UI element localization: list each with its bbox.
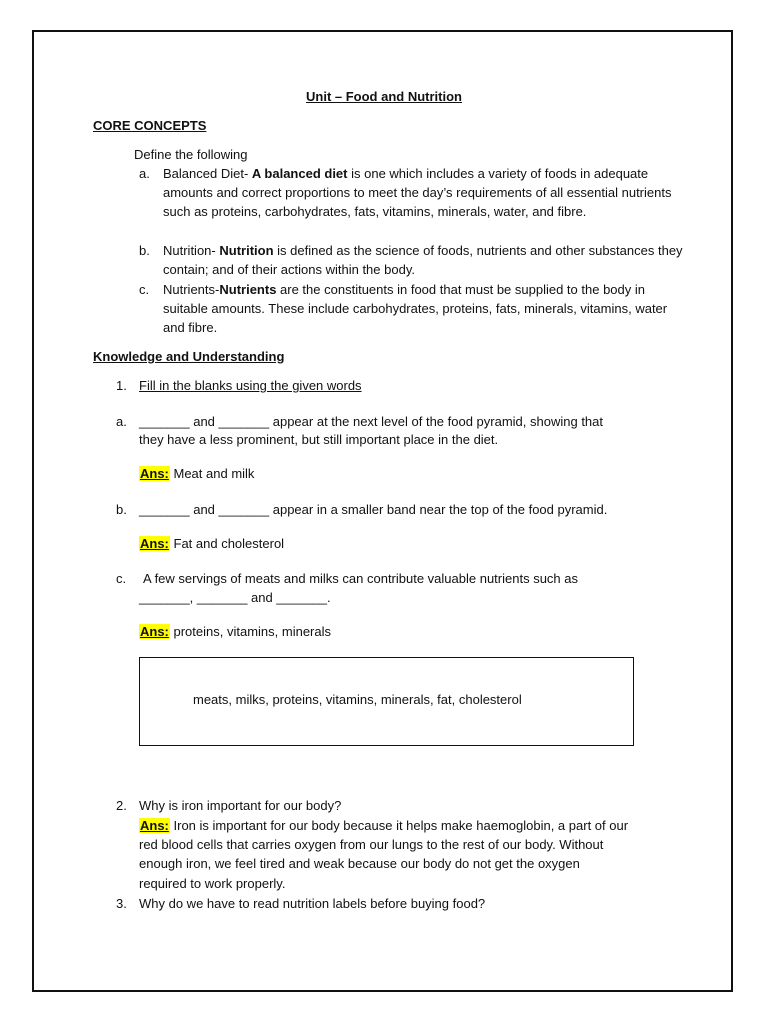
definition-term: Nutrients- [163, 282, 220, 297]
answer-line [139, 816, 628, 835]
answer-line [139, 534, 284, 553]
definition-marker: b. [139, 243, 150, 258]
definition-text: are the constituents in food that must be supplied to the body in suitable amounts. These include carbohydrates, proteins, fats, minerals, vitamins, water and fibre. [163, 282, 668, 336]
answer-label: Ans: [140, 818, 169, 833]
definition-bold-term: A balanced diet [251, 166, 348, 181]
definition-marker: c. [139, 282, 150, 297]
definition-text: is one which includes a variety of foods in adequate amounts and correct proportions to meet the day’s requirements of all essential nutrients such as proteins, carbohydrates, fats, vitamins, minerals, water, and fibre. [163, 166, 672, 220]
definition-marker: a. [139, 166, 150, 181]
part-question-line: _______ and _______ appear in a smaller band near the top of the food pyramid. [139, 502, 608, 517]
definition-nutrients [163, 280, 683, 338]
part-question-line: _______ and _______ appear at the next level of the food pyramid, showing that [139, 414, 604, 429]
part-question-line: A few servings of meats and milks can contribute valuable nutrients such as [143, 571, 578, 586]
question-instruction: Fill in the blanks using the given words [139, 378, 362, 393]
answer-text: Meat and milk [169, 466, 255, 481]
answer-text: Iron is important for our body because it helps make haemoglobin, a part of our [169, 818, 629, 833]
answer-text-line: enough iron, we feel tired and weak because our body do not get the oxygen [139, 856, 580, 871]
definition-bold-term: Nutrients [219, 282, 277, 297]
answer-text-line: red blood cells that carries oxygen from our lungs to the rest of our body. Without [139, 837, 604, 852]
question-text: Why do we have to read nutrition labels before buying food? [139, 896, 486, 911]
answer-label: Ans: [140, 624, 169, 639]
word-bank-box [139, 657, 634, 746]
definition-term: Nutrition- [163, 243, 220, 258]
answer-label: Ans: [140, 466, 169, 481]
word-bank-text: meats, milks, proteins, vitamins, minerals, fat, cholesterol [193, 692, 522, 707]
definition-term: Balanced Diet- [163, 166, 252, 181]
definition-nutrition [163, 241, 683, 279]
answer-text-line: required to work properly. [139, 876, 286, 891]
question-number: 2. [116, 798, 127, 813]
answer-line [139, 622, 331, 641]
part-question-line: _______, _______ and _______. [139, 590, 331, 605]
definition-balanced-diet [163, 164, 683, 222]
define-intro: Define the following [134, 147, 248, 162]
answer-text: Fat and cholesterol [169, 536, 285, 551]
part-marker: b. [116, 502, 127, 517]
answer-label: Ans: [140, 536, 169, 551]
knowledge-heading: Knowledge and Understanding [93, 349, 285, 364]
answer-line [139, 464, 254, 483]
page-title: Unit – Food and Nutrition [306, 89, 462, 104]
question-text: Why is iron important for our body? [139, 798, 342, 813]
core-concepts-heading: CORE CONCEPTS [93, 118, 207, 133]
part-question-line: they have a less prominent, but still important place in the diet. [139, 432, 499, 447]
question-number: 3. [116, 896, 127, 911]
definition-text: is defined as the science of foods, nutrients and other substances they contain; and of their actions within the body. [163, 243, 683, 278]
question-number: 1. [116, 378, 127, 393]
part-marker: c. [116, 571, 127, 586]
answer-text: proteins, vitamins, minerals [169, 624, 332, 639]
part-marker: a. [116, 414, 127, 429]
definition-bold-term: Nutrition [219, 243, 274, 258]
